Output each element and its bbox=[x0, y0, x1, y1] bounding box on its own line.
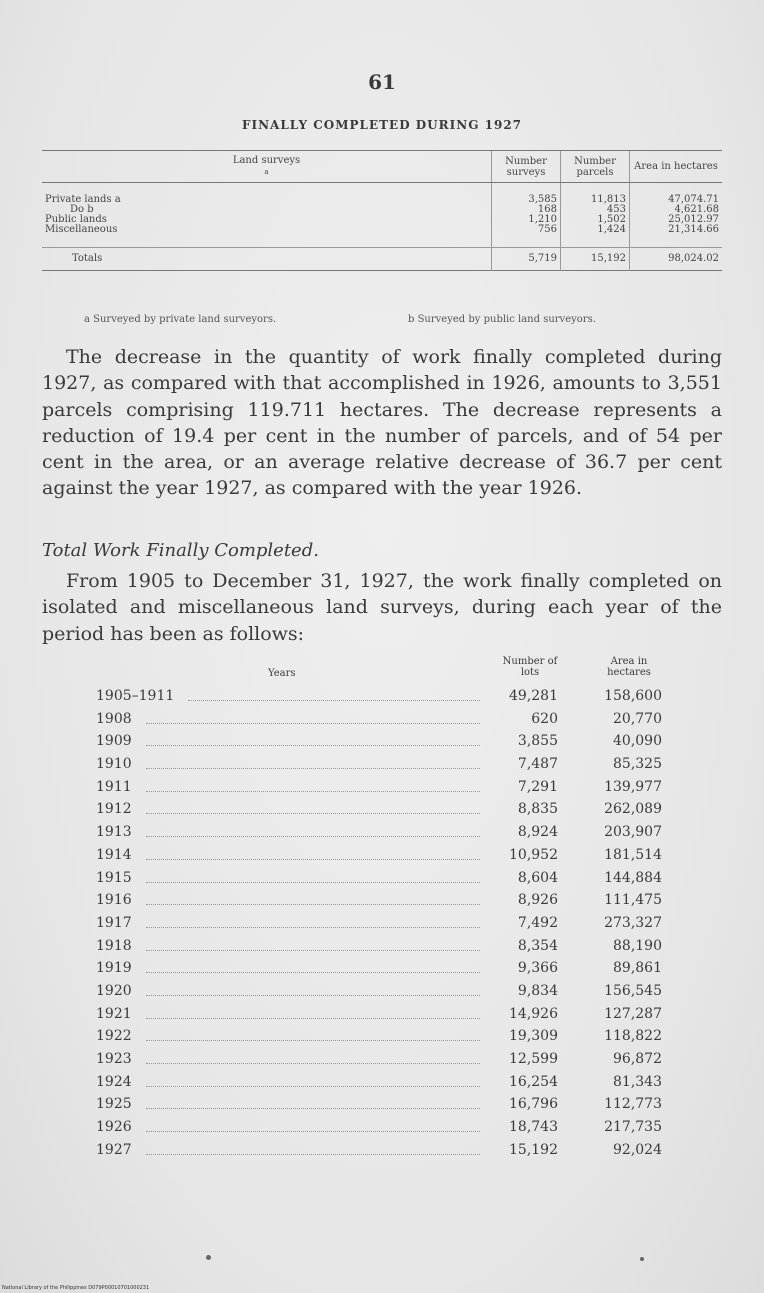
list-item bbox=[96, 1006, 666, 1029]
year-label: 1926 bbox=[96, 1119, 132, 1136]
number-of-lots: 7,487 bbox=[517, 756, 558, 773]
dot-leader bbox=[146, 904, 480, 905]
number-of-lots: 9,366 bbox=[517, 960, 558, 977]
number-of-lots: 18,743 bbox=[509, 1119, 558, 1136]
list-item bbox=[96, 688, 666, 711]
row-parcels: 453 bbox=[561, 205, 630, 215]
list-item bbox=[96, 870, 666, 893]
footnote-a: a Surveyed by private land surveyors. bbox=[84, 314, 277, 325]
area-hectares: 96,872 bbox=[613, 1051, 662, 1067]
row-surveys: 168 bbox=[492, 205, 561, 215]
total-surveys: 5,719 bbox=[492, 248, 561, 271]
number-of-lots: 8,924 bbox=[517, 824, 558, 841]
area-hectares: 181,514 bbox=[604, 846, 662, 863]
page-speck bbox=[640, 1257, 644, 1261]
header-area-in-hectares: Area in hectares bbox=[607, 656, 651, 678]
total-label: Totals bbox=[42, 248, 492, 271]
year-label: 1924 bbox=[96, 1073, 132, 1090]
year-label: 1912 bbox=[96, 801, 132, 818]
area-hectares: 20,770 bbox=[613, 710, 662, 727]
total-area: 98,024.02 bbox=[630, 248, 723, 271]
dot-leader bbox=[146, 1018, 480, 1019]
dot-leader bbox=[146, 836, 480, 837]
dot-leader bbox=[146, 859, 480, 860]
page-speck bbox=[206, 1255, 211, 1260]
years-table bbox=[96, 688, 666, 1164]
list-item bbox=[96, 1096, 666, 1119]
row-label: Miscellaneous bbox=[45, 224, 118, 235]
number-of-lots: 16,796 bbox=[509, 1096, 558, 1113]
row-parcels: 11,813 bbox=[561, 195, 630, 205]
list-item bbox=[96, 915, 666, 938]
year-label: 1927 bbox=[96, 1141, 132, 1158]
dot-leader bbox=[146, 1086, 480, 1087]
dot-leader bbox=[146, 813, 480, 814]
dot-leader bbox=[146, 1108, 480, 1109]
year-label: 1925 bbox=[96, 1096, 132, 1113]
table-row bbox=[42, 225, 722, 235]
row-surveys: 3,585 bbox=[492, 195, 561, 205]
area-hectares: 158,600 bbox=[604, 688, 662, 704]
header-area-hectares: Area in hectares bbox=[630, 151, 723, 183]
area-hectares: 40,090 bbox=[613, 733, 662, 750]
area-hectares: 156,545 bbox=[604, 982, 662, 999]
number-of-lots: 8,835 bbox=[517, 801, 558, 818]
year-label: 1917 bbox=[96, 914, 132, 931]
year-label: 1918 bbox=[96, 937, 132, 954]
row-surveys: 1,210 bbox=[492, 215, 561, 225]
year-label: 1920 bbox=[96, 982, 132, 999]
row-area: 21,314.66 bbox=[630, 225, 723, 235]
dot-leader bbox=[146, 972, 480, 973]
table-header-row bbox=[42, 151, 722, 183]
header-land-surveys: Land surveys a bbox=[42, 151, 492, 183]
header-number-of-lots: Number of lots bbox=[502, 656, 558, 678]
area-hectares: 118,822 bbox=[604, 1028, 662, 1045]
header-years: Years bbox=[268, 668, 296, 679]
footnote-b: b Surveyed by public land surveyors. bbox=[408, 314, 596, 325]
year-label: 1913 bbox=[96, 824, 132, 841]
number-of-lots: 7,492 bbox=[517, 914, 558, 931]
year-label: 1908 bbox=[96, 710, 132, 727]
dot-leader bbox=[146, 1154, 480, 1155]
area-hectares: 81,343 bbox=[613, 1073, 662, 1090]
list-item bbox=[96, 1119, 666, 1142]
year-label: 1915 bbox=[96, 869, 132, 886]
area-hectares: 203,907 bbox=[604, 824, 662, 841]
year-label: 1910 bbox=[96, 756, 132, 773]
table-title: FINALLY COMPLETED DURING 1927 bbox=[241, 118, 523, 132]
land-surveys-table bbox=[42, 150, 722, 271]
number-of-lots: 15,192 bbox=[509, 1141, 558, 1158]
row-area: 47,074.71 bbox=[630, 195, 723, 205]
list-item bbox=[96, 1142, 666, 1165]
year-label: 1914 bbox=[96, 846, 132, 863]
dot-leader bbox=[146, 927, 480, 928]
list-item bbox=[96, 1028, 666, 1051]
header-number-parcels: Number parcels bbox=[561, 151, 630, 183]
number-of-lots: 7,291 bbox=[517, 778, 558, 795]
dot-leader bbox=[188, 700, 480, 701]
number-of-lots: 620 bbox=[531, 710, 558, 727]
page-number: 61 bbox=[368, 70, 396, 94]
dot-leader bbox=[146, 768, 480, 769]
body-paragraph-decrease: The decrease in the quantity of work finally completed during 1927, as compared with that accomplished in 1926, amounts to 3,551 parcels comprising 119.711 hectares. The decrease represents a reduction of 19.4 per cent in the number of parcels, and of 54 per cent in the area, or an average relative decrease of 36.7 per cent against the year 1927, as compared with the year 1926. bbox=[42, 346, 722, 500]
area-hectares: 262,089 bbox=[604, 801, 662, 818]
list-item bbox=[96, 938, 666, 961]
number-of-lots: 9,834 bbox=[517, 982, 558, 999]
area-hectares: 127,287 bbox=[604, 1005, 662, 1022]
year-label: 1922 bbox=[96, 1028, 132, 1045]
year-label: 1909 bbox=[96, 733, 132, 750]
year-label: 1923 bbox=[96, 1051, 132, 1067]
row-area: 25,012.97 bbox=[630, 215, 723, 225]
area-hectares: 85,325 bbox=[613, 756, 662, 773]
year-label: 1921 bbox=[96, 1005, 132, 1022]
table-total-row bbox=[42, 248, 722, 271]
header-number-surveys: Number surveys bbox=[492, 151, 561, 183]
area-hectares: 273,327 bbox=[604, 914, 662, 931]
dot-leader bbox=[146, 995, 480, 996]
year-label: 1919 bbox=[96, 960, 132, 977]
number-of-lots: 19,309 bbox=[509, 1028, 558, 1045]
list-item bbox=[96, 733, 666, 756]
list-item bbox=[96, 1074, 666, 1097]
row-parcels: 1,424 bbox=[561, 225, 630, 235]
list-item bbox=[96, 1051, 666, 1074]
number-of-lots: 8,354 bbox=[517, 937, 558, 954]
list-item bbox=[96, 983, 666, 1006]
dot-leader bbox=[146, 723, 480, 724]
number-of-lots: 14,926 bbox=[509, 1005, 558, 1022]
number-of-lots: 16,254 bbox=[509, 1073, 558, 1090]
total-parcels: 15,192 bbox=[561, 248, 630, 271]
row-area: 4,621.68 bbox=[630, 205, 723, 215]
area-hectares: 144,884 bbox=[604, 869, 662, 886]
area-hectares: 112,773 bbox=[604, 1096, 662, 1113]
list-item bbox=[96, 779, 666, 802]
list-item bbox=[96, 847, 666, 870]
library-watermark: National Library of the Philippines D079P00010701000231 bbox=[2, 1285, 150, 1291]
dot-leader bbox=[146, 882, 480, 883]
year-label: 1911 bbox=[96, 778, 132, 795]
dot-leader bbox=[146, 791, 480, 792]
dot-leader bbox=[146, 950, 480, 951]
list-item bbox=[96, 711, 666, 734]
area-hectares: 89,861 bbox=[613, 960, 662, 977]
list-item bbox=[96, 801, 666, 824]
row-label: Private lands a bbox=[45, 194, 121, 205]
row-surveys: 756 bbox=[492, 225, 561, 235]
section-heading: Total Work Finally Completed. bbox=[42, 540, 319, 561]
number-of-lots: 3,855 bbox=[517, 733, 558, 750]
year-label: 1916 bbox=[96, 892, 132, 909]
area-hectares: 92,024 bbox=[613, 1141, 662, 1158]
row-label: Public lands bbox=[45, 214, 107, 225]
year-label: 1905–1911 bbox=[96, 688, 175, 704]
dot-leader bbox=[146, 1063, 480, 1064]
area-hectares: 217,735 bbox=[604, 1119, 662, 1136]
row-label: Do b bbox=[70, 204, 94, 215]
number-of-lots: 8,926 bbox=[517, 892, 558, 909]
dot-leader bbox=[146, 1040, 480, 1041]
dot-leader bbox=[146, 1131, 480, 1132]
list-item bbox=[96, 892, 666, 915]
list-item bbox=[96, 756, 666, 779]
area-hectares: 88,190 bbox=[613, 937, 662, 954]
row-parcels: 1,502 bbox=[561, 215, 630, 225]
number-of-lots: 10,952 bbox=[509, 846, 558, 863]
dot-leader bbox=[146, 745, 480, 746]
body-paragraph-total-work: From 1905 to December 31, 1927, the work finally completed on isolated and miscellaneous land surveys, during each year of the period has been as follows: bbox=[42, 570, 722, 645]
area-hectares: 111,475 bbox=[604, 892, 662, 909]
list-item bbox=[96, 824, 666, 847]
number-of-lots: 8,604 bbox=[517, 869, 558, 886]
number-of-lots: 12,599 bbox=[509, 1051, 558, 1067]
list-item bbox=[96, 960, 666, 983]
area-hectares: 139,977 bbox=[604, 778, 662, 795]
number-of-lots: 49,281 bbox=[509, 688, 558, 704]
